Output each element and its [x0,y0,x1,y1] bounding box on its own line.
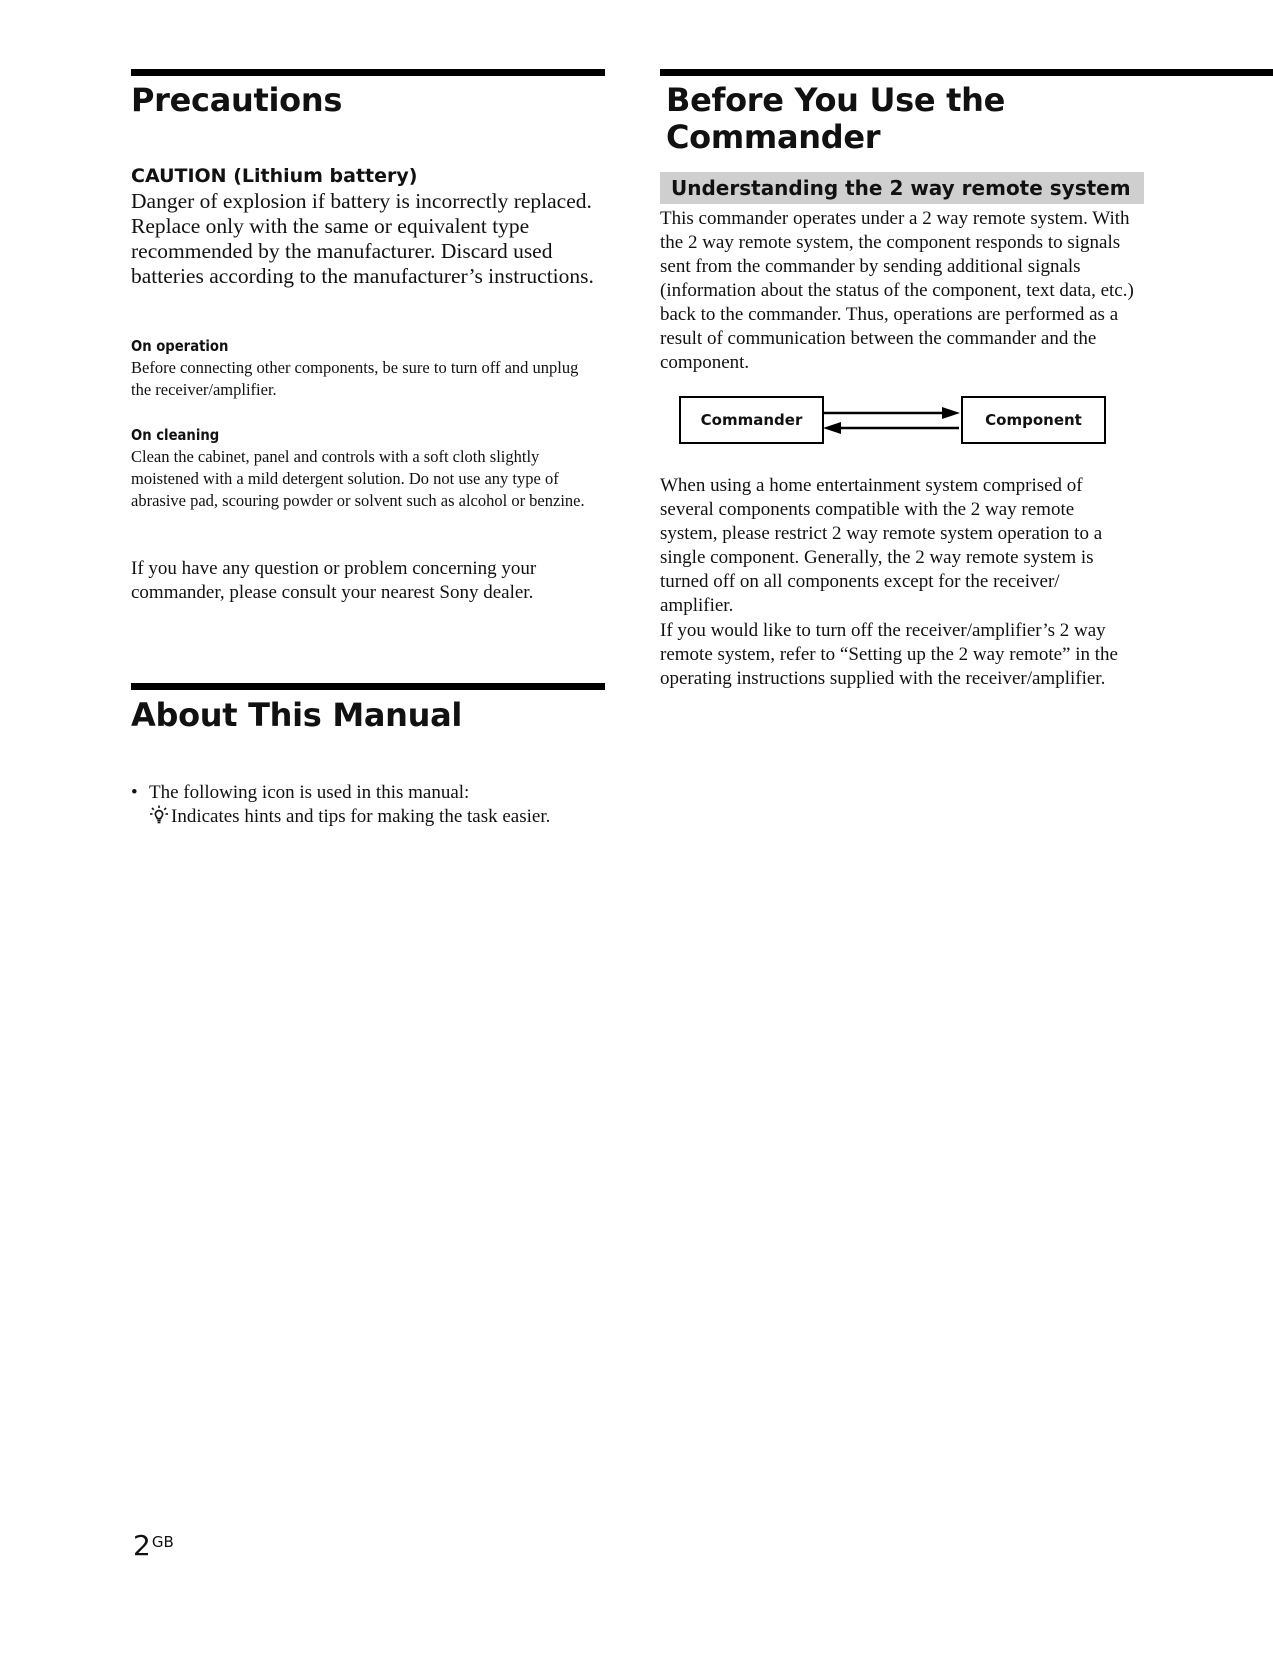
before-title-line2: Commander [666,118,881,156]
caution-title: CAUTION (Lithium battery) [131,165,418,187]
operation-heading: On operation [131,337,229,355]
about-bullet-text: The following icon is used in this manual: [149,782,470,803]
page-number [133,1531,174,1561]
two-way-diagram [679,396,1108,448]
cleaning-heading: On cleaning [131,426,220,444]
commander-box-label: Commander [700,411,803,429]
before-title [666,82,1005,156]
component-box-label: Component [985,411,1082,429]
about-rule [131,683,605,690]
arrowhead-right [942,407,960,419]
precautions-title: Precautions [131,81,343,119]
arrowhead-left [823,422,841,434]
precautions-rule [131,69,605,76]
page-number-suffix: GB [151,1533,174,1551]
contact-paragraph: If you have any question or problem concerning your commander, please consult your nearest Sony dealer. [131,558,537,603]
before-para1: This commander operates under a 2 way remote system. With the 2 way remote system, the component responds to signals sent from the commander by sending additional signals (information about the status of the component, text data, etc.) back to the commander. Thus, operations are performed as a result of communication between the commander and the component. [660,208,1134,373]
before-para2: When using a home entertainment system comprised of several components compatible with the 2 way remote system, please restrict 2 way remote system operation to a single component. Generally, the 2 way remote system is turned off on all components except for the receiver/ amplifier. [660,475,1103,616]
about-title: About This Manual [131,696,463,734]
before-title-line1: Before You Use the [666,81,1006,119]
subhead-text: Understanding the 2 way remote system [671,176,1131,200]
bidirectional-arrows [822,396,961,444]
cleaning-body: Clean the cabinet, panel and controls with a soft cloth slightly moistened with a mild detergent solution. Do not use any type of abrasive pad, scouring powder or solvent such as alcohol or benzine. [131,447,585,510]
about-tip [149,805,619,829]
about-bullet [131,781,611,805]
commander-box [679,396,824,444]
about-tip-text: Indicates hints and tips for making the task easier. [171,806,551,827]
bullet-marker: • [131,782,138,803]
operation-body: Before connecting other components, be sure to turn off and unplug the receiver/amplifier. [131,358,579,399]
caution-body: Danger of explosion if battery is incorrectly replaced. Replace only with the same or equivalent type recommended by the manufacturer. Discard used batteries according to the manufacturer’s instructions. [131,189,594,288]
component-box [961,396,1106,444]
before-rule [660,69,1273,76]
page-number-digit: 2 [133,1529,151,1562]
before-para3: If you would like to turn off the receiver/amplifier’s 2 way remote system, refer to “Setting up the 2 way remote” in the operating instructions supplied with the receiver/amplifier. [660,620,1118,689]
tip-lightbulb-icon [149,805,171,825]
